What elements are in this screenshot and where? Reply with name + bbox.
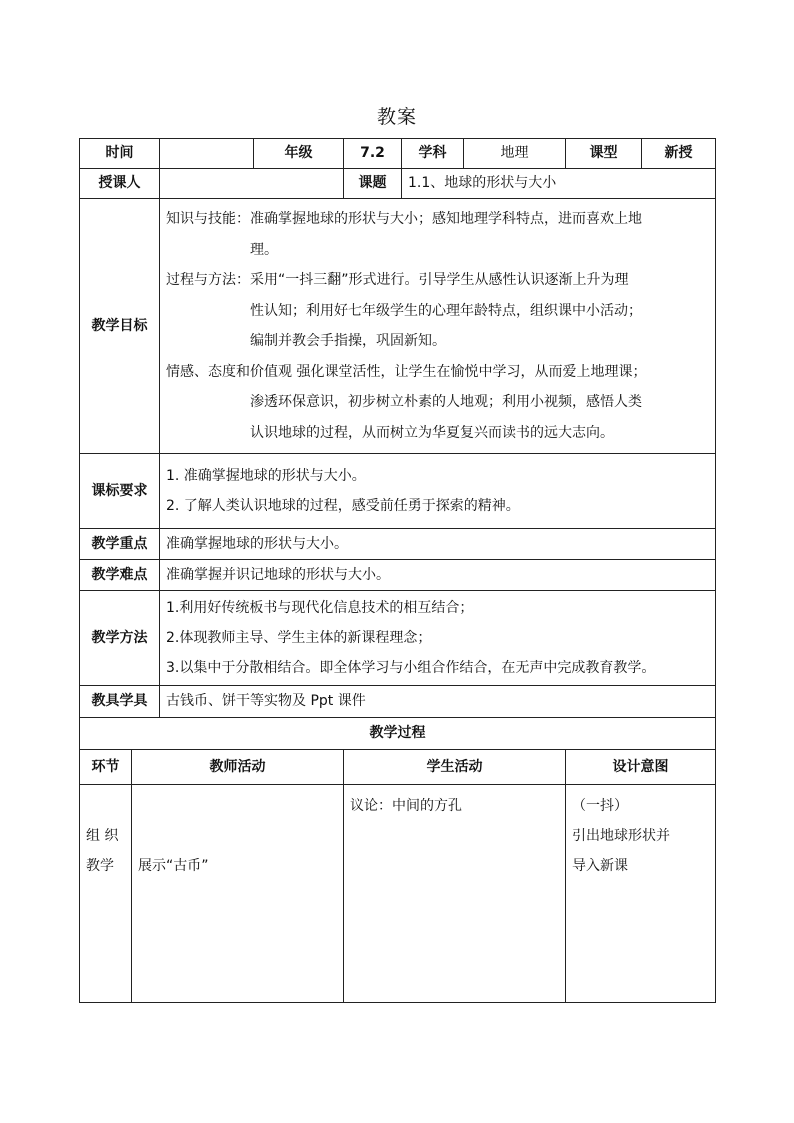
course-type-label: 课型: [566, 139, 642, 169]
design-line: （一抖）: [572, 798, 628, 814]
student-activity-cell: [344, 785, 566, 1003]
difficulties-row: [80, 560, 716, 591]
header-row-1: [80, 139, 716, 169]
process-title-row: [80, 718, 716, 750]
standard-item: 2. 了解人类认识地球的过程，感受前任勇于探索的精神。: [166, 498, 520, 514]
methods-row: [80, 591, 716, 686]
standards-row: [80, 454, 716, 529]
objective-line: 情感、态度和价值观 强化课堂活性，让学生在愉悦中学习，从而爱上地理课；: [166, 363, 647, 380]
grade-value: 7.2: [344, 139, 402, 169]
student-activity-text: 议论：中间的方孔: [350, 798, 462, 814]
tools-label: 教具学具: [80, 686, 160, 718]
key-points-text: 准确掌握地球的形状与大小。: [160, 529, 716, 560]
objectives-content: [160, 199, 716, 454]
subject-label: 学科: [402, 139, 464, 169]
standards-content: [160, 454, 716, 529]
difficulties-label: 教学难点: [80, 560, 160, 591]
method-item: 1.利用好传统板书与现代化信息技术的相互结合；: [166, 600, 474, 616]
objective-line: 渗透环保意识，初步树立朴素的人地观；利用小视频，感悟人类: [250, 394, 642, 410]
objectives-label: 教学目标: [80, 199, 160, 454]
time-value: [160, 139, 254, 169]
difficulties-text: 准确掌握并识记地球的形状与大小。: [160, 560, 716, 591]
methods-label: 教学方法: [80, 591, 160, 686]
document-title: 教案: [376, 106, 417, 128]
objective-line: 知识与技能：准确掌握地球的形状与大小；感知地理学科特点，进而喜欢上地: [166, 211, 642, 227]
subject-value: 地理: [464, 139, 566, 169]
lesson-plan-table: [79, 138, 716, 1003]
process-row: [80, 785, 716, 1003]
course-type-value: 新授: [642, 139, 716, 169]
header-design-intent: 设计意图: [566, 750, 716, 785]
teacher-label: 授课人: [80, 169, 160, 199]
grade-label: 年级: [254, 139, 344, 169]
header-student-activity: 学生活动: [344, 750, 566, 785]
standard-item: 1. 准确掌握地球的形状与大小。: [166, 468, 366, 484]
method-item: 2.体现教师主导、学生主体的新课程理念；: [166, 630, 432, 646]
time-label: 时间: [80, 139, 160, 169]
objective-line: 认识地球的过程，从而树立为华夏复兴而读书的远大志向。: [250, 424, 614, 441]
header-row-2: [80, 169, 716, 199]
method-item: 3.以集中于分散相结合。即全体学习与小组合作结合，在无声中完成教育教学。: [166, 660, 656, 676]
objective-line: 编制并教会手指操，巩固新知。: [250, 333, 446, 349]
tools-row: [80, 686, 716, 718]
standards-label: 课标要求: [80, 454, 160, 529]
objective-line: 性认知；利用好七年级学生的心理年龄特点，组织课中小活动；: [250, 302, 642, 319]
topic-value: 1.1、地球的形状与大小: [402, 169, 716, 199]
objective-line: 理。: [250, 241, 278, 258]
teacher-activity-cell: [132, 785, 344, 1003]
key-points-label: 教学重点: [80, 529, 160, 560]
teacher-activity-text: 展示“古币”: [138, 858, 209, 874]
topic-label: 课题: [344, 169, 402, 199]
stage-line: 教学: [86, 858, 114, 874]
process-header-row: [80, 750, 716, 785]
teacher-value: [160, 169, 344, 199]
stage-cell: [80, 785, 132, 1003]
objectives-row: [80, 199, 716, 454]
objective-line: 过程与方法：采用“一抖三翻”形式进行。引导学生从感性认识逐渐上升为理: [166, 272, 629, 288]
process-title: 教学过程: [80, 718, 716, 750]
tools-text: 古钱币、饼干等实物及 Ppt 课件: [160, 686, 716, 718]
header-stage: 环节: [80, 750, 132, 785]
key-points-row: [80, 529, 716, 560]
header-teacher-activity: 教师活动: [132, 750, 344, 785]
design-line: 导入新课: [572, 858, 628, 874]
methods-content: [160, 591, 716, 686]
stage-line: 组 织: [86, 828, 119, 844]
design-line: 引出地球形状并: [572, 828, 670, 844]
design-intent-cell: [566, 785, 716, 1003]
